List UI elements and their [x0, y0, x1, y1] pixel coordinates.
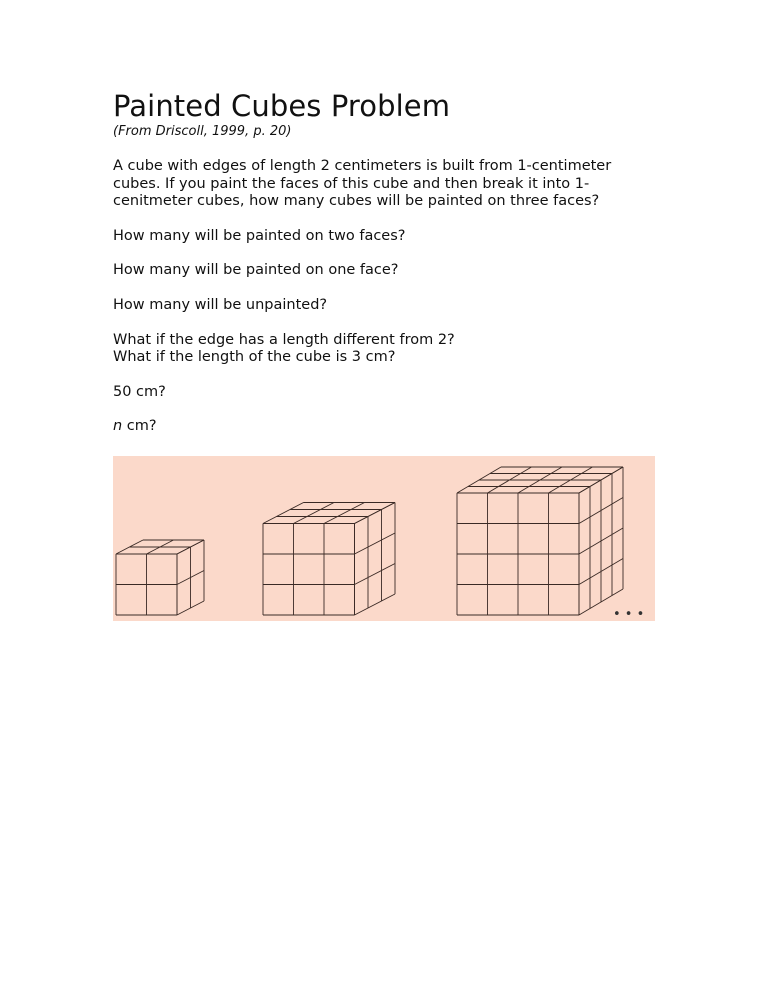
intro-paragraph: A cube with edges of length 2 centimeters is built from 1-centimeter cubes. If you paint the faces of this cube and then break it into 1-cenitmeter cubes, how many cubes will be painted on three faces?: [113, 158, 612, 210]
question-one-face: How many will be painted on one face?: [113, 262, 399, 279]
document-body: [113, 88, 673, 436]
cube-stack-3: [263, 503, 395, 616]
cube-stack-2: [116, 540, 204, 615]
question-edge-different: What if the edge has a length different from 2?: [113, 331, 455, 348]
question-50cm: 50 cm?: [113, 383, 166, 400]
ellipsis: • • •: [613, 607, 645, 621]
cube-stack-4: [457, 467, 623, 615]
page-title: Painted Cubes Problem: [113, 89, 451, 123]
question-two-faces: How many will be painted on two faces?: [113, 227, 406, 244]
question-length-3: What if the length of the cube is 3 cm?: [113, 349, 396, 366]
citation: (From Driscoll, 1999, p. 20): [113, 124, 292, 139]
variable-n: n: [113, 418, 123, 435]
question-n-cm: [113, 418, 673, 436]
cubes-illustration: [113, 456, 655, 621]
question-unpainted: How many will be unpainted?: [113, 296, 328, 313]
cubes-figure: [113, 456, 655, 621]
question-n-suffix: cm?: [122, 418, 157, 435]
